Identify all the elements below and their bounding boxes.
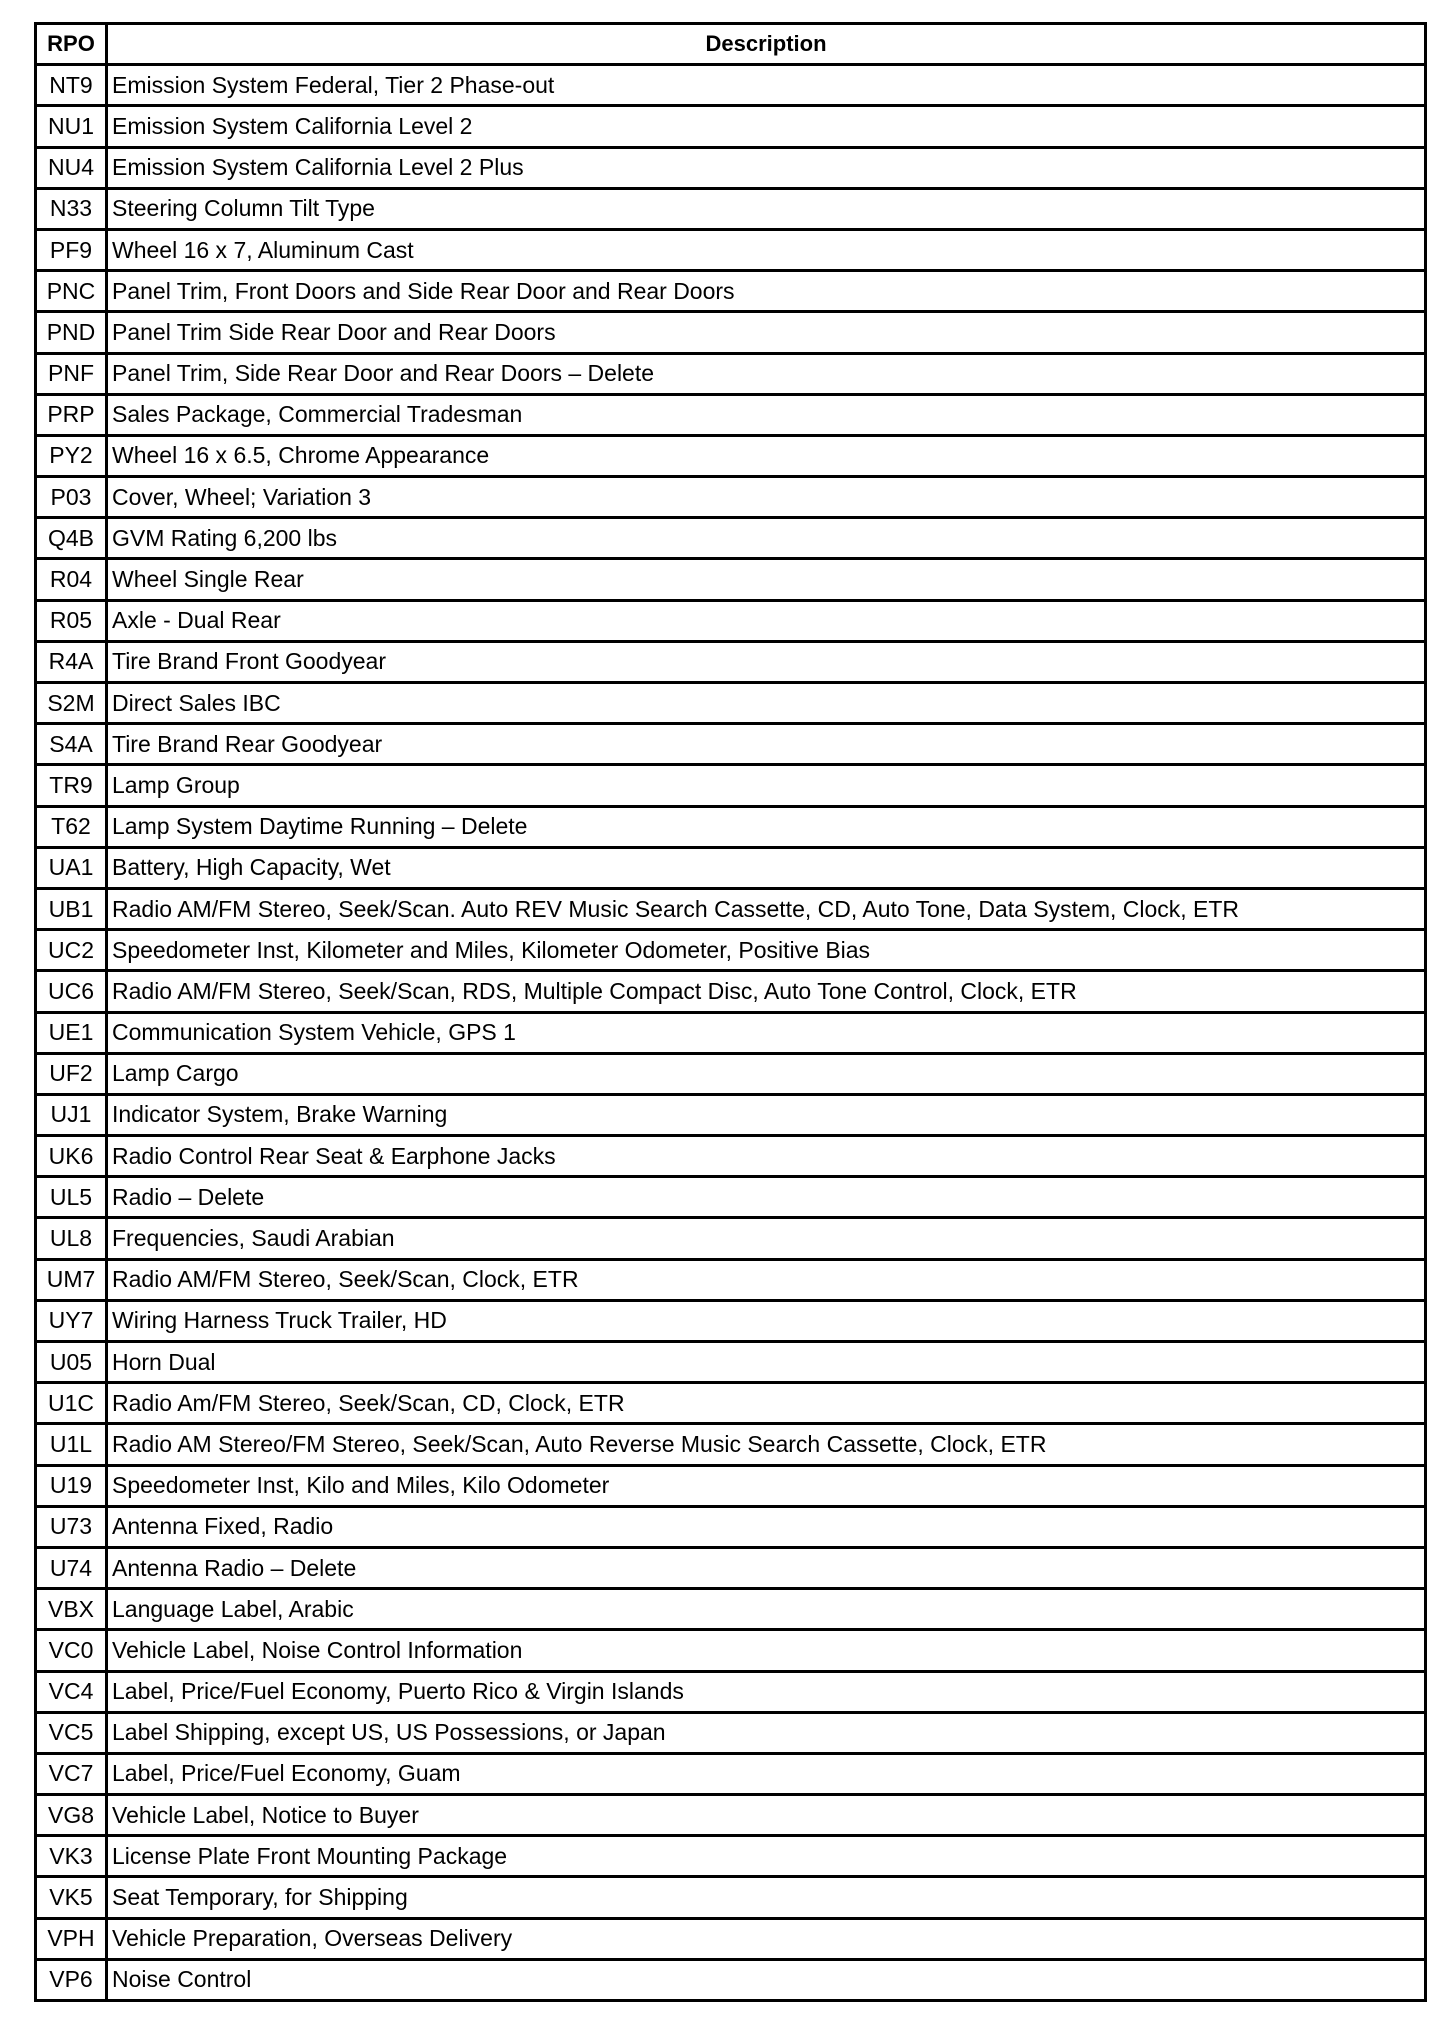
rpo-code-cell: UL8	[36, 1218, 107, 1259]
table-row	[36, 683, 1426, 724]
rpo-code-cell: Q4B	[36, 518, 107, 559]
rpo-code-cell: PY2	[36, 435, 107, 476]
table-row	[36, 1383, 1426, 1424]
rpo-code-cell: UM7	[36, 1259, 107, 1300]
table-row	[36, 971, 1426, 1012]
table-row	[36, 312, 1426, 353]
table-header-row	[36, 24, 1426, 65]
rpo-code-cell: UF2	[36, 1053, 107, 1094]
header-description: Description	[107, 24, 1426, 65]
description-cell: Antenna Fixed, Radio	[107, 1506, 1426, 1547]
rpo-code-cell: VC5	[36, 1712, 107, 1753]
description-cell: Cover, Wheel; Variation 3	[107, 477, 1426, 518]
rpo-code-cell: UJ1	[36, 1094, 107, 1135]
description-cell: Label, Price/Fuel Economy, Guam	[107, 1753, 1426, 1794]
table-row	[36, 1630, 1426, 1671]
description-cell: Panel Trim Side Rear Door and Rear Doors	[107, 312, 1426, 353]
rpo-code-cell: T62	[36, 806, 107, 847]
table-row	[36, 1918, 1426, 1959]
description-cell: Label, Price/Fuel Economy, Puerto Rico & Virgin Islands	[107, 1671, 1426, 1712]
description-cell: Axle - Dual Rear	[107, 600, 1426, 641]
rpo-code-cell: U05	[36, 1342, 107, 1383]
rpo-code-cell: UK6	[36, 1136, 107, 1177]
rpo-code-cell: NT9	[36, 65, 107, 106]
rpo-code-cell: VBX	[36, 1589, 107, 1630]
description-cell: Seat Temporary, for Shipping	[107, 1877, 1426, 1918]
table-row	[36, 1259, 1426, 1300]
description-cell: Speedometer Inst, Kilo and Miles, Kilo Odometer	[107, 1465, 1426, 1506]
description-cell: Wheel 16 x 6.5, Chrome Appearance	[107, 435, 1426, 476]
description-cell: Sales Package, Commercial Tradesman	[107, 394, 1426, 435]
description-cell: Wheel Single Rear	[107, 559, 1426, 600]
rpo-code-cell: UE1	[36, 1012, 107, 1053]
rpo-code-cell: PNC	[36, 271, 107, 312]
rpo-code-cell: U73	[36, 1506, 107, 1547]
table-row	[36, 1671, 1426, 1712]
table-row	[36, 1959, 1426, 2000]
description-cell: Emission System California Level 2	[107, 106, 1426, 147]
rpo-code-cell: UA1	[36, 847, 107, 888]
rpo-code-cell: R04	[36, 559, 107, 600]
description-cell: Tire Brand Rear Goodyear	[107, 724, 1426, 765]
table-row	[36, 806, 1426, 847]
description-cell: Radio AM/FM Stereo, Seek/Scan, RDS, Multiple Compact Disc, Auto Tone Control, Clock, ETR	[107, 971, 1426, 1012]
table-row	[36, 1424, 1426, 1465]
table-row	[36, 106, 1426, 147]
rpo-code-cell: VP6	[36, 1959, 107, 2000]
rpo-code-cell: UY7	[36, 1300, 107, 1341]
description-cell: Tire Brand Front Goodyear	[107, 641, 1426, 682]
description-cell: Radio AM/FM Stereo, Seek/Scan, Clock, ETR	[107, 1259, 1426, 1300]
description-cell: Radio Am/FM Stereo, Seek/Scan, CD, Clock, ETR	[107, 1383, 1426, 1424]
description-cell: Panel Trim, Side Rear Door and Rear Doors – Delete	[107, 353, 1426, 394]
description-cell: Vehicle Label, Noise Control Information	[107, 1630, 1426, 1671]
rpo-code-cell: R05	[36, 600, 107, 641]
rpo-code-cell: TR9	[36, 765, 107, 806]
description-cell: Emission System California Level 2 Plus	[107, 147, 1426, 188]
description-cell: Battery, High Capacity, Wet	[107, 847, 1426, 888]
description-cell: Vehicle Preparation, Overseas Delivery	[107, 1918, 1426, 1959]
rpo-code-cell: UB1	[36, 888, 107, 929]
table-row	[36, 518, 1426, 559]
description-cell: Direct Sales IBC	[107, 683, 1426, 724]
table-row	[36, 765, 1426, 806]
header-rpo: RPO	[36, 24, 107, 65]
description-cell: Lamp Group	[107, 765, 1426, 806]
description-cell: License Plate Front Mounting Package	[107, 1836, 1426, 1877]
description-cell: Vehicle Label, Notice to Buyer	[107, 1795, 1426, 1836]
rpo-code-cell: VG8	[36, 1795, 107, 1836]
rpo-code-cell: U1C	[36, 1383, 107, 1424]
table-row	[36, 353, 1426, 394]
description-cell: Radio Control Rear Seat & Earphone Jacks	[107, 1136, 1426, 1177]
table-row	[36, 559, 1426, 600]
description-cell: Panel Trim, Front Doors and Side Rear Door and Rear Doors	[107, 271, 1426, 312]
table-row	[36, 1094, 1426, 1135]
rpo-code-cell: U19	[36, 1465, 107, 1506]
description-cell: Communication System Vehicle, GPS 1	[107, 1012, 1426, 1053]
rpo-code-cell: VC4	[36, 1671, 107, 1712]
table-row	[36, 1300, 1426, 1341]
table-row	[36, 1753, 1426, 1794]
table-row	[36, 1506, 1426, 1547]
description-cell: Wheel 16 x 7, Aluminum Cast	[107, 229, 1426, 270]
table-body	[36, 65, 1426, 2001]
table-row	[36, 1342, 1426, 1383]
description-cell: Language Label, Arabic	[107, 1589, 1426, 1630]
rpo-code-cell: PND	[36, 312, 107, 353]
table-row	[36, 1177, 1426, 1218]
table-row	[36, 229, 1426, 270]
table-row	[36, 271, 1426, 312]
rpo-code-cell: P03	[36, 477, 107, 518]
table-row	[36, 1589, 1426, 1630]
table-row	[36, 147, 1426, 188]
table-row	[36, 600, 1426, 641]
rpo-code-cell: UL5	[36, 1177, 107, 1218]
table-row	[36, 1053, 1426, 1094]
rpo-code-cell: VC0	[36, 1630, 107, 1671]
table-row	[36, 477, 1426, 518]
rpo-code-cell: S2M	[36, 683, 107, 724]
table-row	[36, 1836, 1426, 1877]
rpo-code-cell: NU1	[36, 106, 107, 147]
table-row	[36, 1012, 1426, 1053]
rpo-code-cell: R4A	[36, 641, 107, 682]
description-cell: Emission System Federal, Tier 2 Phase-out	[107, 65, 1426, 106]
table-row	[36, 394, 1426, 435]
table-row	[36, 1795, 1426, 1836]
description-cell: Indicator System, Brake Warning	[107, 1094, 1426, 1135]
description-cell: Radio AM/FM Stereo, Seek/Scan. Auto REV Music Search Cassette, CD, Auto Tone, Data System, Clock, ETR	[107, 888, 1426, 929]
rpo-code-cell: PNF	[36, 353, 107, 394]
table-row	[36, 1465, 1426, 1506]
description-cell: Wiring Harness Truck Trailer, HD	[107, 1300, 1426, 1341]
table-row	[36, 435, 1426, 476]
table-row	[36, 888, 1426, 929]
table-row	[36, 1218, 1426, 1259]
rpo-code-cell: U74	[36, 1547, 107, 1588]
description-cell: Frequencies, Saudi Arabian	[107, 1218, 1426, 1259]
rpo-code-cell: S4A	[36, 724, 107, 765]
description-cell: Steering Column Tilt Type	[107, 188, 1426, 229]
rpo-code-cell: PRP	[36, 394, 107, 435]
rpo-code-cell: NU4	[36, 147, 107, 188]
description-cell: Radio AM Stereo/FM Stereo, Seek/Scan, Auto Reverse Music Search Cassette, Clock, ETR	[107, 1424, 1426, 1465]
table-row	[36, 847, 1426, 888]
table-row	[36, 1877, 1426, 1918]
table-row	[36, 188, 1426, 229]
rpo-code-cell: VC7	[36, 1753, 107, 1794]
table-row	[36, 1712, 1426, 1753]
table-row	[36, 930, 1426, 971]
rpo-code-cell: UC6	[36, 971, 107, 1012]
description-cell: Horn Dual	[107, 1342, 1426, 1383]
description-cell: Speedometer Inst, Kilometer and Miles, Kilometer Odometer, Positive Bias	[107, 930, 1426, 971]
rpo-code-cell: VK3	[36, 1836, 107, 1877]
rpo-code-cell: PF9	[36, 229, 107, 270]
table-row	[36, 724, 1426, 765]
rpo-code-cell: N33	[36, 188, 107, 229]
rpo-code-cell: VK5	[36, 1877, 107, 1918]
table-row	[36, 1547, 1426, 1588]
table-row	[36, 641, 1426, 682]
table-row	[36, 1136, 1426, 1177]
description-cell: Label Shipping, except US, US Possessions, or Japan	[107, 1712, 1426, 1753]
rpo-table	[34, 22, 1427, 2002]
description-cell: Antenna Radio – Delete	[107, 1547, 1426, 1588]
rpo-code-cell: UC2	[36, 930, 107, 971]
table-row	[36, 65, 1426, 106]
description-cell: Lamp System Daytime Running – Delete	[107, 806, 1426, 847]
description-cell: Noise Control	[107, 1959, 1426, 2000]
rpo-code-cell: VPH	[36, 1918, 107, 1959]
description-cell: Lamp Cargo	[107, 1053, 1426, 1094]
rpo-code-cell: U1L	[36, 1424, 107, 1465]
description-cell: GVM Rating 6,200 lbs	[107, 518, 1426, 559]
description-cell: Radio – Delete	[107, 1177, 1426, 1218]
